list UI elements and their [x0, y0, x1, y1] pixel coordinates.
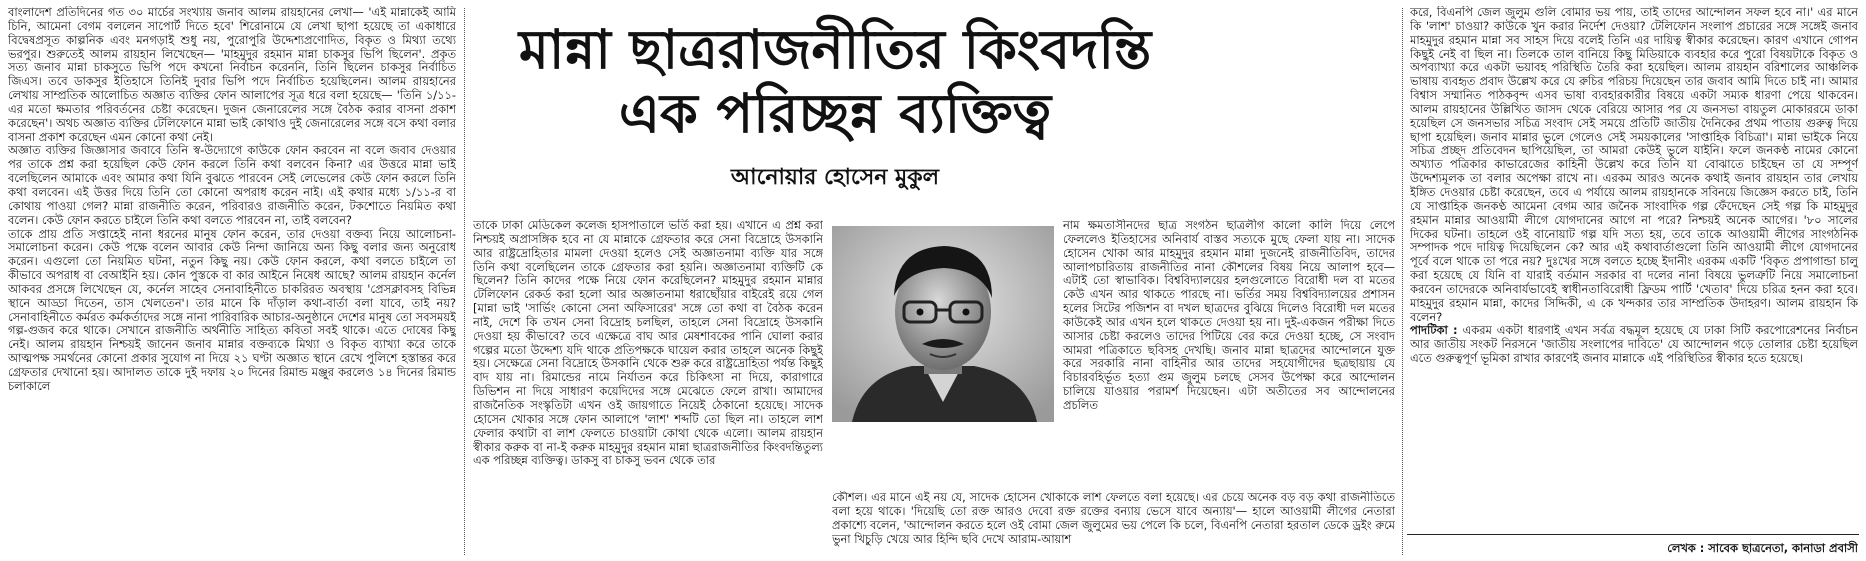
- paragraph: বাংলাদেশ প্রতিদিনের গত ৩০ মার্চের সংখ্যায় জনাব আলম রায়হানের লেখা— 'এই মান্নাকেই আমি চিনি, আমেনা বেগম বললেন সাপোর্ট দিতে হবে' শিরোনামে যে লেখা ছাপা হয়েছে তা একাধারে বিদ্বেষপ্রসূত কাল্পনিক এবং মনগড়াই শুধু নয়, পুরোপুরি উদ্দেশ্যপ্রণোদিত, বিকৃত ও মিথ্যা তথ্যে ভরপুর। শুরুতেই আলম রায়হান লিখেছেন— 'মাহমুদুর রহমান মান্না চাকসুর ভিপি ছিলেন'. প্রকৃত সত্য জনাব মান্না চাকসুতে ভিপি পদে কখনো নির্বাচন করেননি, তিনি ছিলেন চাকসুর নির্বাচিত জিএস। তবে ডাকসুর ইতিহাসে তিনিই দুবার ভিপি পদে নির্বাচিত হয়েছিলেন। আলম রায়হানের লেখায় সাম্প্রতিক আলোচিত অজ্ঞাত ব্যক্তির ফোন আলাপের সূত্র ধরে বলা হয়েছে— 'তিনি ১/১১-এর মতো ক্ষমতার পরিবর্তনের চেষ্টা করেছেন। দুজন জেনারেলের সঙ্গে বৈঠক করার বাসনা প্রকাশ করেছেন'। অথচ অজ্ঞাত ব্যক্তির টেলিফোনে মান্না ভাই কোথাও দুই জেনারেলের সঙ্গে বসে কথা বলার বাসনা প্রকাশ করেছেন এমন কোনো কথা নেই।: [8, 6, 456, 144]
- paragraph: কৌশল। এর মানে এই নয় যে, সাদেক হোসেন খোকাকে লাশ ফেলতে বলা হয়েছে। এর চেয়ে অনেক বড় বড় কথা রাজনীতিতে বলা হয়ে থাকে। 'দিয়েছি তো রক্ত আরও দেবো রক্ত রক্তের বন্যায় ভেসে যাবে অন্যায়'— হালে আওয়ামী লীগের নেতারা প্রকাশ্যে বলেন, 'আন্দোলন করতে হলে ওই বোমা জেল জুলুমের ভয় পেলে কি চলে, বিএনপি নেতারা হরতাল ডেকে ড্রইং রুমে ভুনা খিচুড়ি খেয়ে আর হিন্দি ছবি দেখে আরাম-আয়াশ: [832, 491, 1395, 546]
- footnote-label: পাদটিকা :: [1410, 323, 1458, 338]
- footnote: [1410, 324, 1858, 366]
- paragraph: তাকে প্রায় প্রতি সপ্তাহেই নানা ধরনের মানুষ ফোন করেন, তার দেওয়া বক্তব্য নিয়ে আলোচনা-সমালোচনা করেন। কেউ পক্ষে বলেন আবার কেউ নিন্দা জানিয়ে অন্য কিছু বলার জন্য অনুরোধ করেন। এগুলো তো নিয়মিত ঘটনা, নতুন কিছু নয়। কেউ ফোন করলে, কথা বলতে চাইলে তা কীভাবে অপরাধ বা বেআইনি হয়। কোন পুস্তকে বা কার আইনে নিষেধ আছে? আলম রায়হান কর্নেল আকবর প্রসঙ্গে লিখেছেন যে, কর্নেল সাহেব সেনাবাহিনীতে চাকরিরত অবস্থায় 'প্রেসক্লাবসহ বিভিন্ন স্থানে আড্ডা দিতেন, তাস খেলতেন'। তার মানে কি দাঁড়াল কথা-বার্তা বলা যাবে, তাই নয়? সেনাবাহিনীতে কর্মরত কর্মকর্তাদের সঙ্গে নানা পারিবারিক আচার-অনুষ্ঠানে দেশের মানুষ তো সবসময়ই গল্প-গুজব করে থাকে। সেখানে রাজনীতি অর্থনীতি সাহিত্য কবিতা সবই থাকে। এতে দোষের কিছু নেই। আলম রায়হান নিশ্চয়ই জানেন জনাব মান্নার বক্তব্যকে মিথ্যা ও বিকৃত ব্যাখ্যা করে তাকে আত্মপক্ষ সমর্থনের কোনো প্রকার সুযোগ না দিয়ে ২১ ঘণ্টা অজ্ঞাত স্থানে রেখে পুলিশে হস্তান্তর করে গ্রেফতার দেখানো হয়। আদালত তাকে দুই দফায় ২০ দিনের রিমান্ড মঞ্জুর করলেও ১৪ দিনের রিমান্ড চলাকালে: [8, 226, 456, 393]
- article-byline: আনোয়ার হোসেন মুকুল: [730, 165, 940, 190]
- paragraph: অজ্ঞাত ব্যক্তির জিজ্ঞাসার জবাবে তিনি স্ব-উদ্যোগে কাউকে ফোন করবেন না বলে জবাব দেওয়ার পর তাকে প্রশ্ন করা হয়েছিল কেউ ফোন করলে তিনি কথা বলবেন কিনা? এর উত্তরে মান্না ভাই বলেছিলেন আমাকে এবং আমার কথা যিনি বুঝতে পারবেন সেই লেভেলের কেউ ফোন করলে তিনি কথা বলবেন। এই উত্তর দিয়ে তিনি তো কোনো অপরাধ করেন নাই। এই কথার মধ্যে ১/১১-র বা কোথায় পাওয়া গেল? মান্না রাজনীতি করেন, পরিবারও রাজনীতি করেন, টকশোতে নিয়মিত কথা বলেন। কেউ ফোন করতে চাইলে তিনি কথা বলতে পারবেন না, তাই বলবেন?: [8, 143, 456, 227]
- author-photo: [832, 226, 1054, 422]
- article-column-right: [1410, 6, 1858, 533]
- paragraph: করে, বিএনপি জেল জুলুম গুলি বোমার ভয় পায়, তাই তাদের আন্দোলন সফল হবে না।' এর মানে কি 'লাশ' চাওয়া? কাউকে খুন করার নির্দেশ দেওয়া? টেলিফোন সংলাপ প্রচারের সঙ্গে সঙ্গেই জনাব মাহমুদুর রহমান মান্না সব সাহস দিয়ে বলেই তিনি এর দায়িত্ব স্বীকার করেছেন। কারণ এখানে গোপন কিছুই নেই বা ছিল না। তিলকে তাল বানিয়ে কিছু মিডিয়াকে ব্যবহার করে পুরো বিষয়টাকে বিকৃত ও অপব্যাখ্যা করে একটা ভয়াবহ পরিস্থিতি তৈরি করা হয়েছিল। আলম রায়হান বরিশালের আঞ্চলিক ভাষায় ব্যবহৃত প্রবাদ উল্লেখ করে যে রুচির পরিচয় দিয়েছেন তার জবাব আমি দিতে চাই না। আমার বিশ্বাস সম্মানিত পাঠকবৃন্দ এসব ভাষা ব্যবহারকারীর বিষয়ে একটা সম্যক ধারণা পেয়ে থাকবেন। আলম রায়হানের উল্লিখিত জাসদ থেকে বেরিয়ে আসার পর যে জনসভা বায়তুল মোকাররমে ডাকা হয়েছিল সে জনসভার সচিত্র সংবাদ সেই সময়ে প্রতিটি জাতীয় দৈনিকের প্রথম পাতায় গুরুত্ব দিয়ে ছাপা হয়েছিল। জনাব মান্নার ভুলে গেলেও সেই সময়কালের 'সাপ্তাহিক বিচিত্রা'। মান্না ভাইকে নিয়ে সচিত্র প্রচ্ছদ প্রতিবেদন ছাপিয়েছিল, তা আমরা কেউই ভুলে যাইনি। ফলে জনকণ্ঠ নামের কোনো অখ্যাত পত্রিকার কাভারেজের কাহিনী উল্লেখ করে তিনি যা বোঝাতে চাইছেন তা যে সম্পূর্ণ উদ্দেশ্যমূলক তা বলার অপেক্ষা রাখে না। এরকম আরও অনেক কথাই জনাব রায়হান তার লেখায় ইঙ্গিত দেওয়ার চেষ্টা করেছেন, তবে এ পর্যায়ে আলম রায়হানকে সবিনয়ে জিজ্ঞেস করতে চাই, তিনি যে সাপ্তাহিক জনকণ্ঠ আমেনা বেগম আর জনৈক সাংবাদিক গল্প ফেঁদেছেন সেই গল্প কি মাহমুদুর রহমান মান্নার আওয়ামী লীগে যোগদানের আগে না পরে? নিশ্চয়ই অনেক আগের। '৮০ সালের দিকের ঘটনা। তাহলে ওই বানোয়াট গল্প যদি সত্য হয়, তবে তাকে আওয়ামী লীগের সাংগঠনিক সম্পাদক পদে দায়িত্ব দিয়েছিলেন কে? আর এই কথাবার্তাগুলো তিনি আওয়ামী লীগে যোগদানের পূর্বে বলে থাকে তা পরে নয়? দুঃখের সঙ্গে বলতে হচ্ছে ইদানীং এরকম একটি 'বিকৃত প্রপাগান্ডা চালু করা হয়েছে যে যিনি বা যারাই বর্তমান সরকার বা দলের নানা বিষয়ে ভুলত্রুটি নিয়ে সমালোচনা করবেন তাদেরকে অনিবার্যভাবেই স্বাধীনতাবিরোধী ফ্রিডম পার্টি 'খেতাব' দিয়ে চরিত্র হনন করা হবে। মাহমুদুর রহমান মান্না, কাদের সিদ্দিকী, এ কে খন্দকার তার সাম্প্রতিক উদাহরণ। আলম রায়হান কি বলেন?: [1410, 6, 1858, 324]
- article-column-mid-bottom: [832, 491, 1395, 557]
- column-divider-right: [1402, 8, 1403, 555]
- article-headline: [455, 18, 1215, 146]
- footer-rule: [1407, 534, 1859, 535]
- paragraph: নাম ক্ষমতাসীনদের ছাত্র সংগঠন ছাত্রলীগ কালো কালি দিয়ে লেপে ফেললেও ইতিহাসের অনিবার্য বাস্তব সত্যকে মুছে ফেলা যায় না। সাদেক হোসেন খোকা আর মাহমুদুর রহমান মান্না দুজনেই রাজনীতিবিদ, তাদের আলাপচারিতায় রাজনীতির নানা কৌশলের বিষয় নিয়ে আলাপ হবে— এটাই তো স্বাভাবিক। বিশ্ববিদ্যালয়ের হলগুলোতে বিরোধী দল বা মতের কেউ এখন আর থাকতে পারছে না। ভর্তির সময় বিশ্ববিদ্যালয়ের প্রশাসন হলের সিটের পজিশন বা দখল ছাত্রদের বুঝিয়ে দিলেও বিরোধী দল মতের কাউকেই আর এখন হলে থাকতে দেওয়া হয় না। দুই-একজন পরীক্ষা দিতে আসার চেষ্টা করলেও তাদের পিটিয়ে বের করে দেওয়া হচ্ছে, সে সংবাদ আমরা পত্রিকাতে ছবিসহ দেখছি। জনাব মান্না ছাত্রদের আন্দোলনে যুক্ত করে সরকারি নানা বাহিনীর আর তাদের সহযোগীদের ছত্রছায়ায় যে বিচারবহির্ভূত হত্যা গুম জুলুম চলছে সেসব উপেক্ষা করে আন্দোলন চালিয়ে যাওয়ার পরামর্শ দিয়েছেন। এটা অতীতের সব আন্দোলনের প্রচলিত: [1063, 219, 1395, 412]
- article-column-mid-left: [473, 219, 823, 557]
- portrait-illustration: [832, 226, 1054, 422]
- article-column-left: [8, 6, 456, 558]
- paragraph: তাকে ঢাকা মেডিকেল কলেজ হাসপাতালে ভর্তি করা হয়। এখানে এ প্রশ্ন করা নিশ্চয়ই অপ্রাসঙ্গিক হবে না যে মান্নাকে গ্রেফতার করে সেনা বিদ্রোহে উসকানি আর রাষ্ট্রদ্রোহিতার মামলা দেওয়া হলেও সেই অজ্ঞাতনামা ব্যক্তি যার সঙ্গে তিনি কথা বলেছিলেন তাকে গ্রেফতার করা হয়নি। অজ্ঞাতনামা ব্যক্তিটি কে ছিলেন? তিনি কাদের পক্ষে নিয়ে ফোন করেছিলেন? মাহমুদুর রহমান মান্নার টেলিফোন রেকর্ড করা হলো আর অজ্ঞাতনামা ধরাছোঁয়ার বাইরেই রয়ে গেল [মান্না ভাই 'সার্ভিং কোনো সেনা অফিসারের' সঙ্গে তো কথা বা বৈঠক করেন নাই, দেশে কি তখন সেনা বিদ্রোহ চলছিল, তাহলে সেনা বিদ্রোহে উসকানি দেওয়া হয় কীভাবে? তবে এক্ষেত্রে বাঘ আর মেষশাবকের পানি ঘোলা করার গল্পের মতো উদ্দেশ্য যদি থাকে প্রতিপক্ষকে ঘায়েল করার তাহলে অনেক কিছুই হয়। সেক্ষেত্রে সেনা বিদ্রোহে উসকানি থেকে শুরু করে রাষ্ট্রদ্রোহিতা পর্যন্ত কিছুই বাদ যায় না। রিমান্ডের নামে নির্যাতন করে চিকিৎসা না দিয়ে, কারাগারে ডিভিশন না দিয়ে সাধারণ কয়েদিদের সঙ্গে মেঝেতে ফেলে রাখা। আমাদের রাজনৈতিক সংস্কৃতিটা এখন ওই জায়গাতে নিয়েই ঠেকানো হয়েছে। সাদেক হোসেন খোকার সঙ্গে ফোন আলাপে 'লাশ' শব্দটি তো ছিল না। তাহলে লাশ ফেলার কথাটা বা লাশ ফেলতে চাওয়াটা কোথা থেকে এলো। আলম রায়হান স্বীকার করুক বা না-ই করুক মাহমুদুর রহমান মান্না ছাত্ররাজনীতির কিংবদন্তিতুল্য এক পরিচ্ছন্ন ব্যক্তিত্ব। ডাকসু বা চাকসু ভবন থেকে তার: [473, 219, 823, 468]
- author-credit: [1410, 536, 1858, 556]
- headline-line-2: এক পরিচ্ছন্ন ব্যক্তিত্ব: [618, 82, 1052, 145]
- author-credit-text: লেখক : সাবেক ছাত্রনেতা, কানাডা প্রবাসী: [1667, 541, 1858, 555]
- footnote-text: একরম একটা ধারণাই এখন সর্বত্র বদ্ধমূল হয়েছে যে ঢাকা সিটি করপোরেশনের নির্বাচন আর জাতীয় সংকট নিরসনে 'জাতীয় সংলাপের দাবিতে' যে আন্দোলন গড়ে তোলার চেষ্টা হয়েছিল এতে গুরুত্বপূর্ণ ভূমিকা রাখার কারণেই জনাব মান্নাকে এই পরিস্থিতির স্বীকার হতে হয়েছে।: [1410, 323, 1858, 366]
- headline-line-1: মান্না ছাত্ররাজনীতির কিংবদন্তি: [518, 18, 1152, 81]
